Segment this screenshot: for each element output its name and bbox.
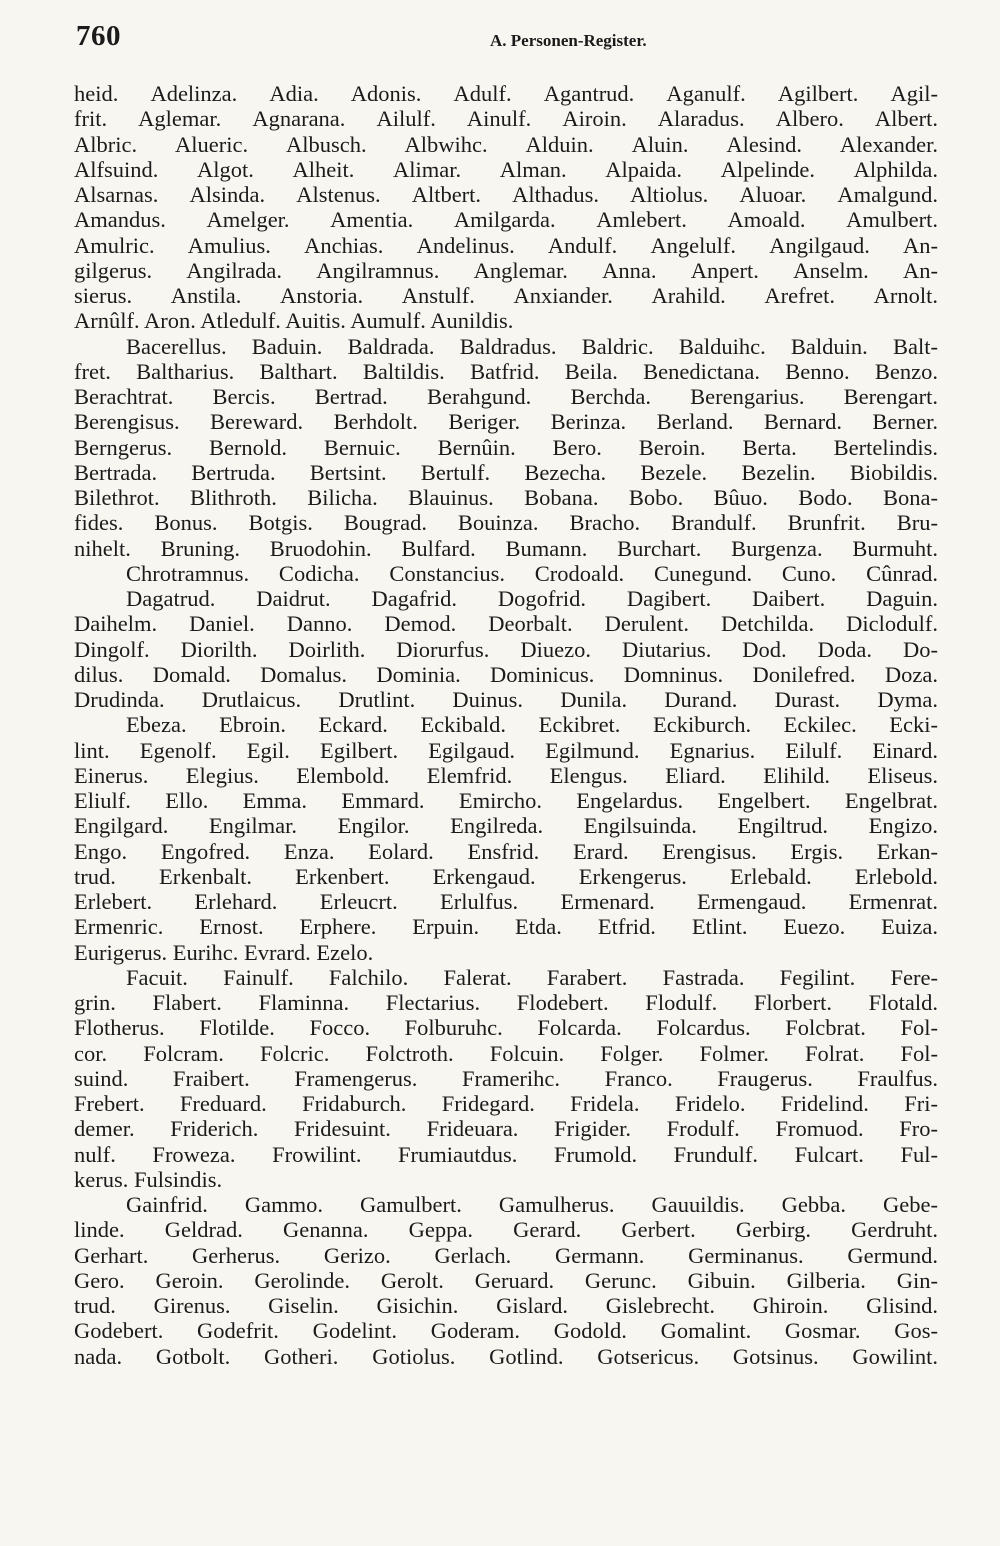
text-line: Amandus. Amelger. Amentia. Amilgarda. Amlebert. Amoald. Amulbert. (74, 207, 938, 233)
text-line: Alsarnas. Alsinda. Alstenus. Altbert. Althadus. Altiolus. Aluoar. Amalgund. (74, 182, 938, 207)
text-line: Eurigerus. Eurihc. Evrard. Ezelo. (74, 939, 374, 965)
text-line: trud. Girenus. Giselin. Gisichin. Gislard. Gislebrecht. Ghiroin. Glisind. (74, 1293, 938, 1318)
text-line: Dingolf. Diorilth. Doirlith. Diorurfus. Diuezo. Diutarius. Dod. Doda. Do- (74, 636, 938, 662)
text-line: dilus. Domald. Domalus. Dominia. Dominicus. Domninus. Donilefred. Doza. (74, 661, 938, 687)
text-line: Ebeza. Ebroin. Eckard. Eckibald. Eckibret. Eckiburch. Eckilec. Ecki- (126, 712, 938, 738)
text-line: Gero. Geroin. Gerolinde. Gerolt. Geruard. Gerunc. Gibuin. Gilberia. Gin- (74, 1267, 938, 1293)
text-line: Einerus. Elegius. Elembold. Elemfrid. Elengus. Eliard. Elihild. Eliseus. (74, 762, 938, 788)
text-line: lint. Egenolf. Egil. Egilbert. Egilgaud. Egilmund. Egnarius. Eilulf. Einard. (74, 737, 938, 763)
text-line: nada. Gotbolt. Gotheri. Gotiolus. Gotlind. Gotsericus. Gotsinus. Gowilint. (74, 1343, 938, 1369)
text-line: Erlebert. Erlehard. Erleucrt. Erlulfus. Ermenard. Ermengaud. Ermenrat. (74, 889, 938, 914)
running-title: A. Personen-Register. (490, 31, 647, 50)
text-line: Berachtrat. Bercis. Bertrad. Berahgund. Berchda. Berengarius. Berengart. (74, 384, 938, 409)
text-line: Arnûlf. Aron. Atledulf. Auitis. Aumulf. Aunildis. (74, 308, 514, 334)
text-line: grin. Flabert. Flaminna. Flectarius. Flodebert. Flodulf. Florbert. Flotald. (74, 990, 938, 1015)
text-line: Chrotramnus. Codicha. Constancius. Crodoald. Cunegund. Cuno. Cûnrad. (126, 560, 938, 586)
text-line: Godebert. Godefrit. Godelint. Goderam. Godold. Gomalint. Gosmar. Gos- (74, 1318, 938, 1344)
text-line: Daihelm. Daniel. Danno. Demod. Deorbalt. Derulent. Detchilda. Diclodulf. (74, 611, 938, 637)
text-line: linde. Geldrad. Genanna. Geppa. Gerard. Gerbert. Gerbirg. Gerdruht. (74, 1217, 938, 1243)
text-line: Ermenric. Ernost. Erphere. Erpuin. Etda. Etfrid. Etlint. Euezo. Euiza. (74, 914, 938, 940)
text-line: Flotherus. Flotilde. Focco. Folburuhc. Folcarda. Folcardus. Folcbrat. Fol- (74, 1015, 938, 1041)
text-line: demer. Friderich. Fridesuint. Frideuara. Frigider. Frodulf. Fromuod. Fro- (74, 1116, 938, 1142)
text-line: Alfsuind. Algot. Alheit. Alimar. Alman. Alpaida. Alpelinde. Alphilda. (74, 156, 938, 182)
text-line: fret. Baltharius. Balthart. Baltildis. Batfrid. Beila. Benedictana. Benno. Benzo. (74, 358, 938, 384)
text-line: fides. Bonus. Botgis. Bougrad. Bouinza. Bracho. Brandulf. Brunfrit. Bru- (74, 510, 938, 536)
text-line: Frebert. Freduard. Fridaburch. Fridegard. Fridela. Fridelo. Fridelind. Fri- (74, 1091, 938, 1116)
text-line: Dagatrud. Daidrut. Dagafrid. Dogofrid. Dagibert. Daibert. Daguin. (126, 586, 938, 611)
text-line: Bilethrot. Blithroth. Bilicha. Blauinus. Bobana. Bobo. Bûuo. Bodo. Bona- (74, 485, 938, 510)
page-header (76, 20, 940, 60)
text-line: Gainfrid. Gammo. Gamulbert. Gamulherus. Gauuildis. Gebba. Gebe- (126, 1192, 938, 1217)
text-line: Eliulf. Ello. Emma. Emmard. Emircho. Engelardus. Engelbert. Engelbrat. (74, 788, 938, 813)
text-line: frit. Aglemar. Agnarana. Ailulf. Ainulf. Airoin. Alaradus. Albero. Albert. (74, 106, 938, 132)
text-line: Facuit. Fainulf. Falchilo. Falerat. Farabert. Fastrada. Fegilint. Fere- (126, 964, 938, 990)
text-line: heid. Adelinza. Adia. Adonis. Adulf. Agantrud. Aganulf. Agilbert. Agil- (74, 81, 938, 106)
text-line: Bacerellus. Baduin. Baldrada. Baldradus. Baldric. Balduihc. Balduin. Balt- (126, 333, 938, 359)
text-line: Drudinda. Drutlaicus. Drutlint. Duinus. Dunila. Durand. Durast. Dyma. (74, 687, 938, 712)
text-line: trud. Erkenbalt. Erkenbert. Erkengaud. Erkengerus. Erlebald. Erlebold. (74, 863, 938, 889)
text-line: Berengisus. Bereward. Berhdolt. Beriger. Berinza. Berland. Bernard. Berner. (74, 409, 938, 435)
text-line: Bertrada. Bertruda. Bertsint. Bertulf. Bezecha. Bezele. Bezelin. Biobildis. (74, 459, 938, 485)
text-line: nulf. Froweza. Frowilint. Frumiautdus. Frumold. Frundulf. Fulcart. Ful- (74, 1141, 938, 1167)
text-line: Albric. Alueric. Albusch. Albwihc. Alduin. Aluin. Alesind. Alexander. (74, 131, 938, 157)
text-line: Engilgard. Engilmar. Engilor. Engilreda. Engilsuinda. Engiltrud. Engizo. (74, 813, 938, 839)
text-line: suind. Fraibert. Framengerus. Framerihc. Franco. Fraugerus. Fraulfus. (74, 1065, 938, 1091)
text-line: Engo. Engofred. Enza. Eolard. Ensfrid. Erard. Erengisus. Ergis. Erkan- (74, 838, 938, 864)
text-line: gilgerus. Angilrada. Angilramnus. Anglemar. Anna. Anpert. Anselm. An- (74, 257, 938, 283)
text-line: cor. Folcram. Folcric. Folctroth. Folcuin. Folger. Folmer. Folrat. Fol- (74, 1040, 938, 1066)
text-line: kerus. Fulsindis. (74, 1166, 223, 1192)
register-text-block (74, 81, 938, 1369)
page-number: 760 (76, 20, 121, 52)
text-line: Amulric. Amulius. Anchias. Andelinus. Andulf. Angelulf. Angilgaud. An- (74, 232, 938, 258)
text-line: nihelt. Bruning. Bruodohin. Bulfard. Bumann. Burchart. Burgenza. Burmuht. (74, 535, 938, 561)
text-line: sierus. Anstila. Anstoria. Anstulf. Anxiander. Arahild. Arefret. Arnolt. (74, 283, 938, 308)
text-line: Gerhart. Gerherus. Gerizo. Gerlach. Germann. Germinanus. Germund. (74, 1242, 938, 1268)
text-line: Berngerus. Bernold. Bernuic. Bernûin. Bero. Beroin. Berta. Bertelindis. (74, 434, 938, 460)
